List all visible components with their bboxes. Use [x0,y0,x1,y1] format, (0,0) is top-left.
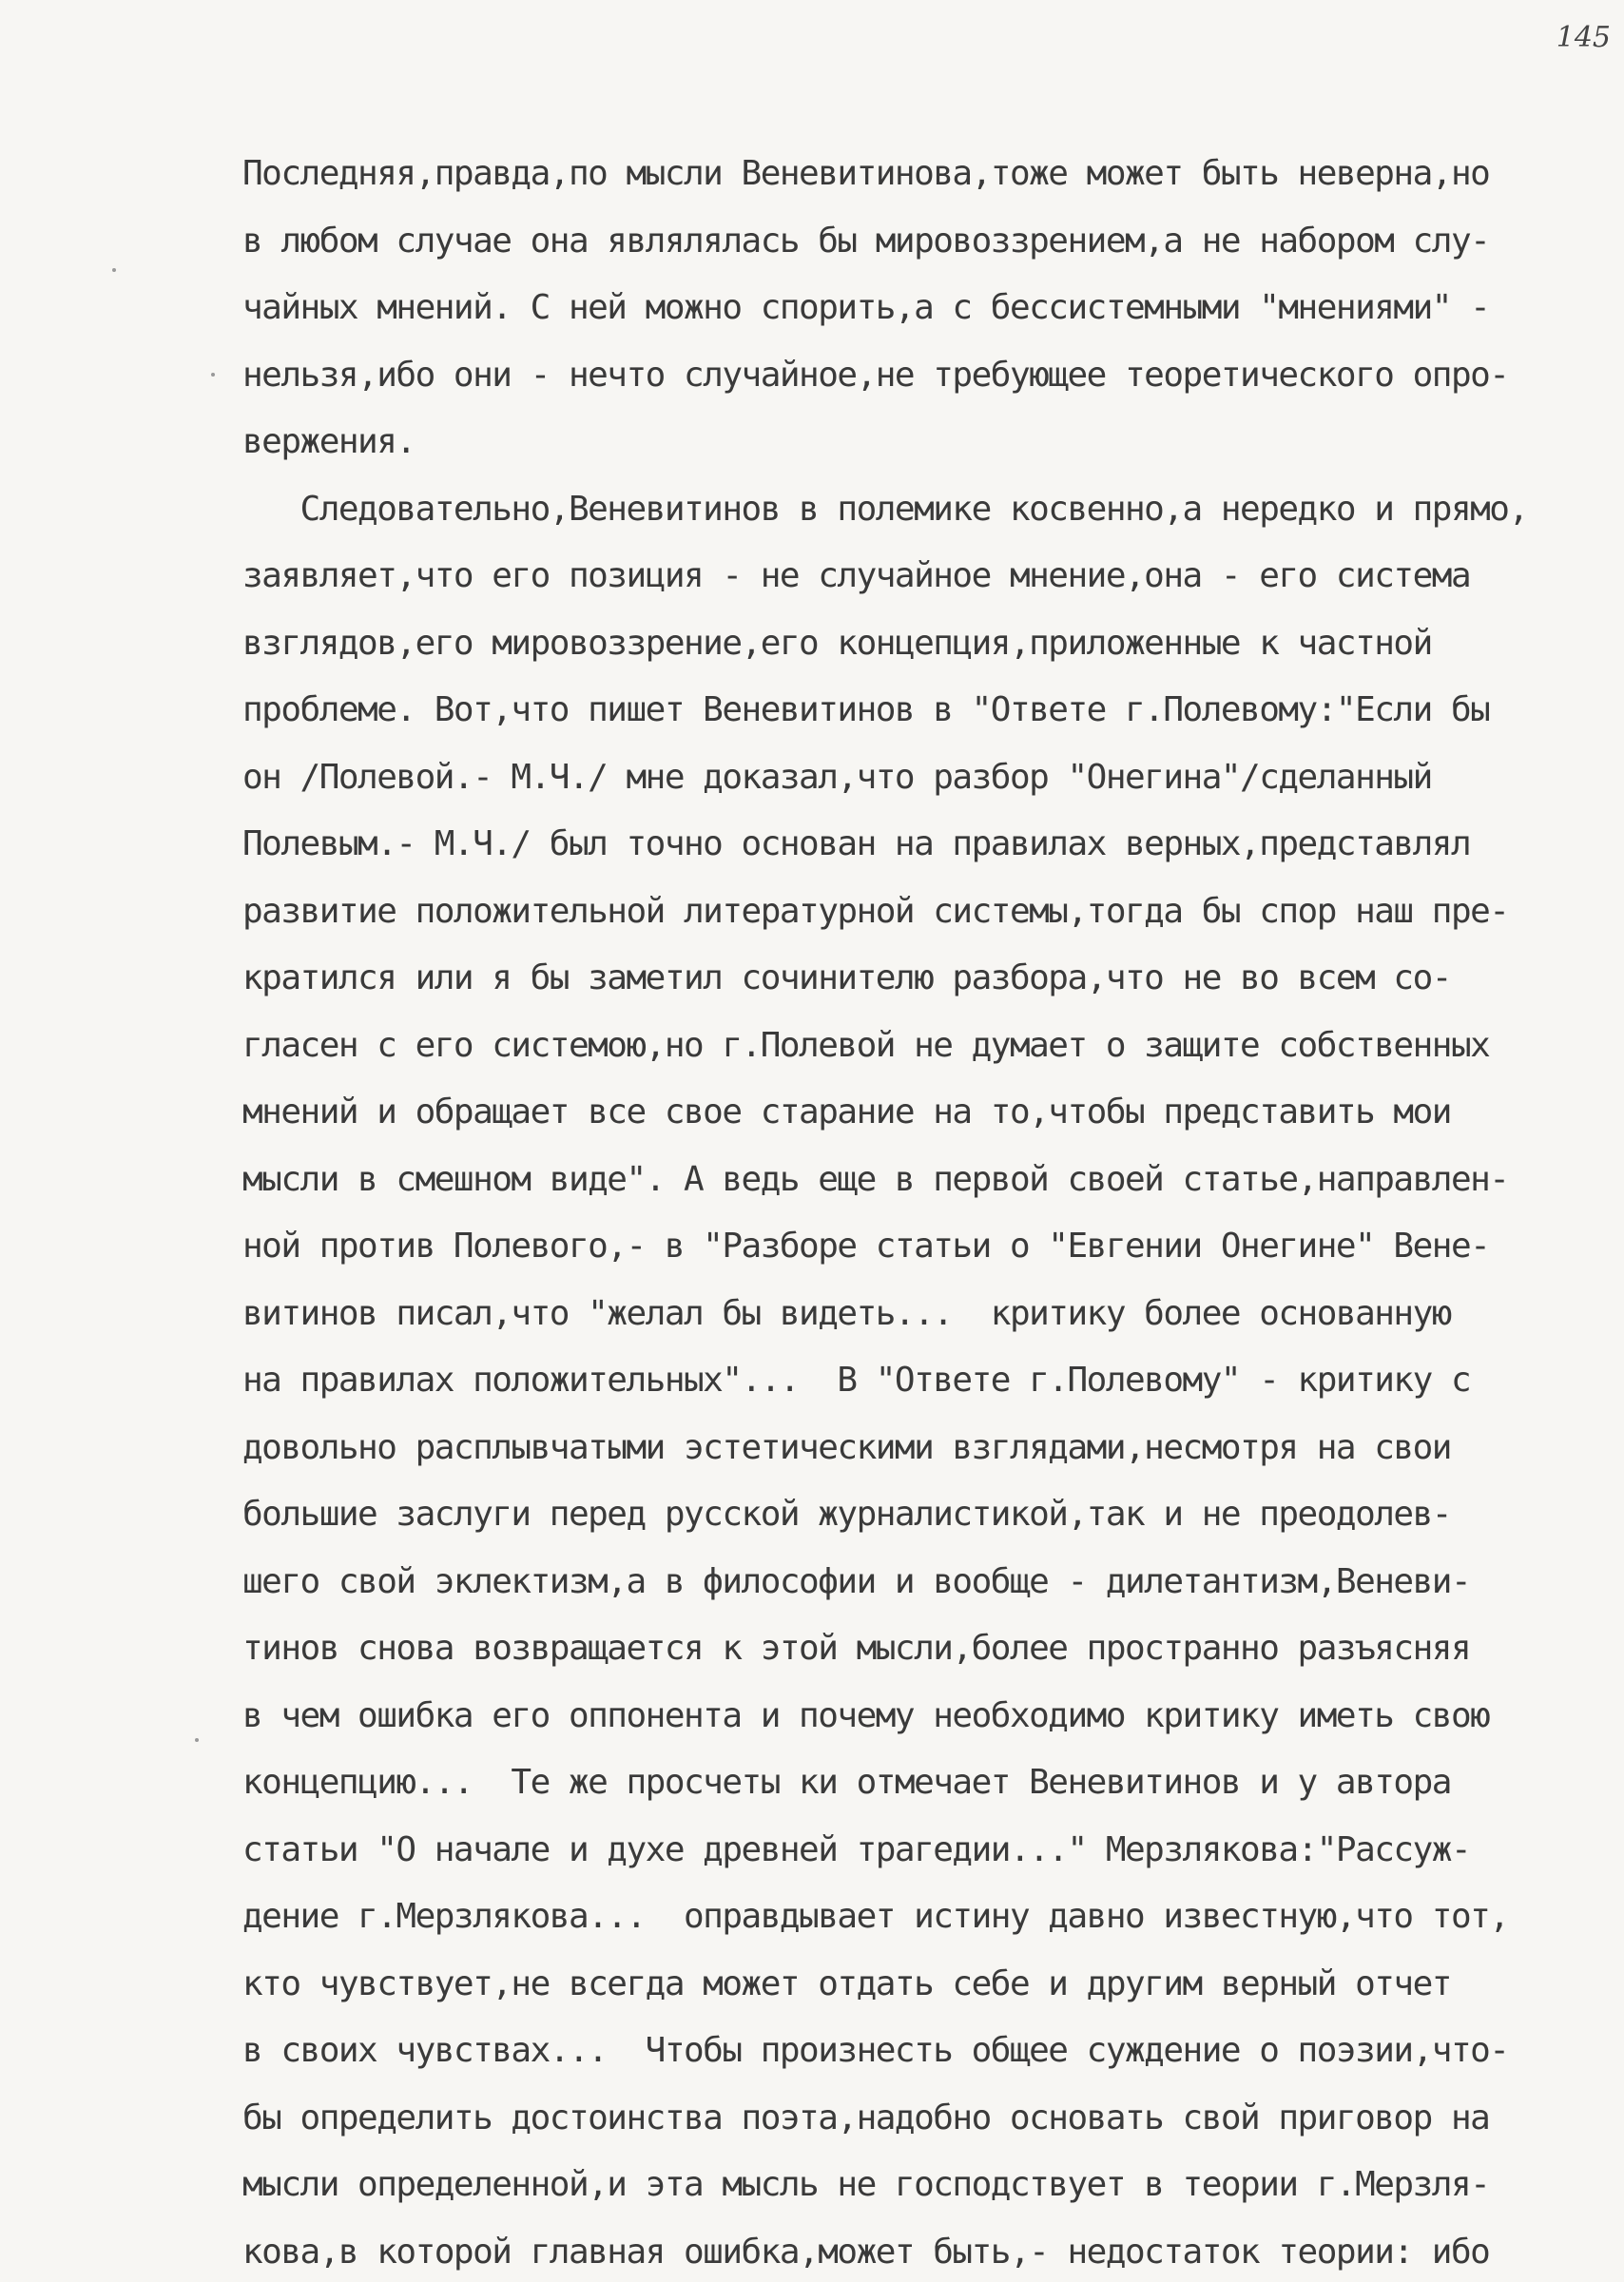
text-line: кова,в которой главная ошибка,может быть,- недостаток теории: ибо [242,2232,1490,2272]
text-line: тинов снова возвращается к этой мысли,более пространно разъясняя [242,1629,1471,1668]
text-line: мнений и обращает все свое старание на то,чтобы представить мои [242,1093,1451,1131]
body-text [242,141,1593,2282]
text-line: Следовательно,Веневитинов в полемике косвенно,а нередко и прямо, [242,489,1528,529]
text-line: в своих чувствах... Чтобы произнесть общее суждение о поэзии,что- [242,2031,1509,2070]
text-line: довольно расплывчатыми эстетическими взглядами,несмотря на свои [242,1427,1451,1467]
paper-speck [112,268,116,272]
text-line: дение г.Мерзлякова... оправдывает истину давно известную,что тот, [242,1897,1509,1936]
text-line: проблеме. Вот,что пишет Веневитинов в "Ответе г.Полевому:"Если бы [242,690,1490,729]
paper-speck [211,373,215,377]
text-line: развитие положительной литературной системы,тогда бы спор наш пре- [242,891,1509,931]
text-line: статьи "О начале и духе древней трагедии..." Мерзлякова:"Рассуж- [242,1829,1471,1869]
text-line: Полевым.- М.Ч./ был точно основан на правилах верных,представлял [242,824,1471,863]
text-line: гласен с его системою,но г.Полевой не думает о защите собственных [242,1025,1490,1065]
text-line: чайных мнений. С ней можно спорить,а с бессистемными "мнениями" - [242,288,1490,327]
text-line: ной против Полевого,- в "Разборе статьи о "Евгении Онегине" Вене- [242,1227,1490,1266]
text-line: мысли в смешном виде". А ведь еще в первой своей статье,направлен- [242,1159,1509,1199]
text-line: Последняя,правда,по мысли Веневитинова,тоже может быть неверна,но [242,154,1490,193]
text-line: взглядов,его мировоззрение,его концепция,приложенные к частной [242,623,1432,663]
text-line: бы определить достоинства поэта,надобно основать свой приговор на [242,2098,1490,2137]
text-line: большие заслуги перед русской журналистикой,так и не преодолев- [242,1495,1451,1534]
text-line: в чем ошибка его оппонента и почему необходимо критику иметь свою [242,1695,1490,1735]
text-line: мысли определенной,и эта мысль не господствует в теории г.Мерзля- [242,2165,1490,2204]
page-number: 145 [1556,21,1611,54]
text-line: он /Полевой.- М.Ч./ мне доказал,что разбор "Онегина"/сделанный [242,757,1432,797]
text-line: вержения. [242,422,416,461]
paper-speck [195,1738,199,1742]
text-line: кто чувствует,не всегда может отдать себе и другим верный отчет [242,1963,1451,2003]
text-line: концепцию... Те же просчеты ки отмечает Веневитинов и у автора [242,1763,1451,1802]
text-line: заявляет,что его позиция - не случайное мнение,она - его система [242,556,1471,595]
text-line: на правилах положительных"... В "Ответе г.Полевому" - критику с [242,1361,1471,1400]
text-line: шего свой эклектизм,а в философии и вообще - дилетантизм,Веневи- [242,1561,1471,1601]
text-line: витинов писал,что "желал бы видеть... критику более основанную [242,1293,1451,1333]
text-line: кратился или я бы заметил сочинителю разбора,что не во всем со- [242,958,1451,997]
text-line: в любом случае она являлялась бы мировоззрением,а не набором слу- [242,221,1490,261]
text-line: нельзя,ибо они - нечто случайное,не требующее теоретического опро- [242,355,1509,395]
